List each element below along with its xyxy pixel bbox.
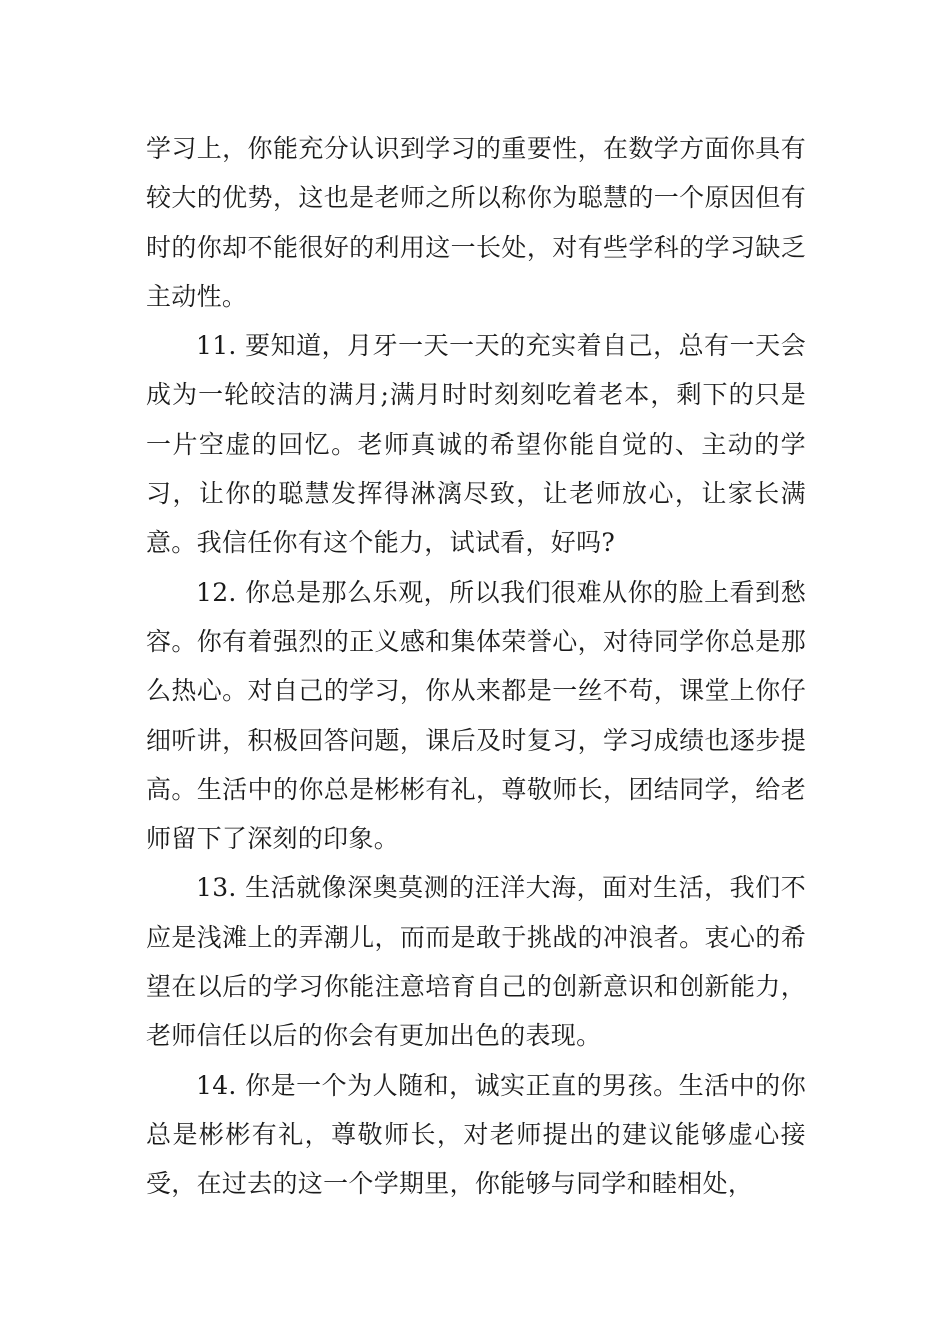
paragraph-item-13: 13. 生活就像深奥莫测的汪洋大海，面对生活，我们不应是浅滩上的弄潮儿，而而是敢于挑战的冲浪者。衷心的希望在以后的学习你能注意培育自己的创新意识和创新能力，老师信任以后的你会有更加出色的表现。 xyxy=(146,873,806,1051)
paragraph-item-11: 11. 要知道，月牙一天一天的充实着自己，总有一天会成为一轮皎洁的满月;满月时时刻刻吃着老本，剩下的只是一片空虚的回忆。老师真诚的希望你能自觉的、主动的学习，让你的聪慧发挥得淋漓尽致，让老师放心，让家长满意。我信任你有这个能力，试试看，好吗? xyxy=(146,331,806,558)
paragraph-item-12: 12. 你总是那么乐观，所以我们很难从你的脸上看到愁容。你有着强烈的正义感和集体荣誉心，对待同学你总是那么热心。对自己的学习，你从来都是一丝不苟，课堂上你仔细听讲，积极回答问题，课后及时复习，学习成绩也逐步提高。生活中的你总是彬彬有礼，尊敬师长，团结同学，给老师留下了深刻的印象。 xyxy=(146,577,806,854)
paragraph-item-14: 14. 你是一个为人随和，诚实正直的男孩。生活中的你总是彬彬有礼，尊敬师长，对老师提出的建议能够虚心接受，在过去的这一个学期里，你能够与同学和睦相处， xyxy=(146,1070,806,1199)
paragraph-continuation: 学习上，你能充分认识到学习的重要性，在数学方面你具有较大的优势，这也是老师之所以称你为聪慧的一个原因但有时的你却不能很好的利用这一长处，对有些学科的学习缺乏主动性。 xyxy=(146,134,806,311)
body-text xyxy=(146,124,806,1209)
